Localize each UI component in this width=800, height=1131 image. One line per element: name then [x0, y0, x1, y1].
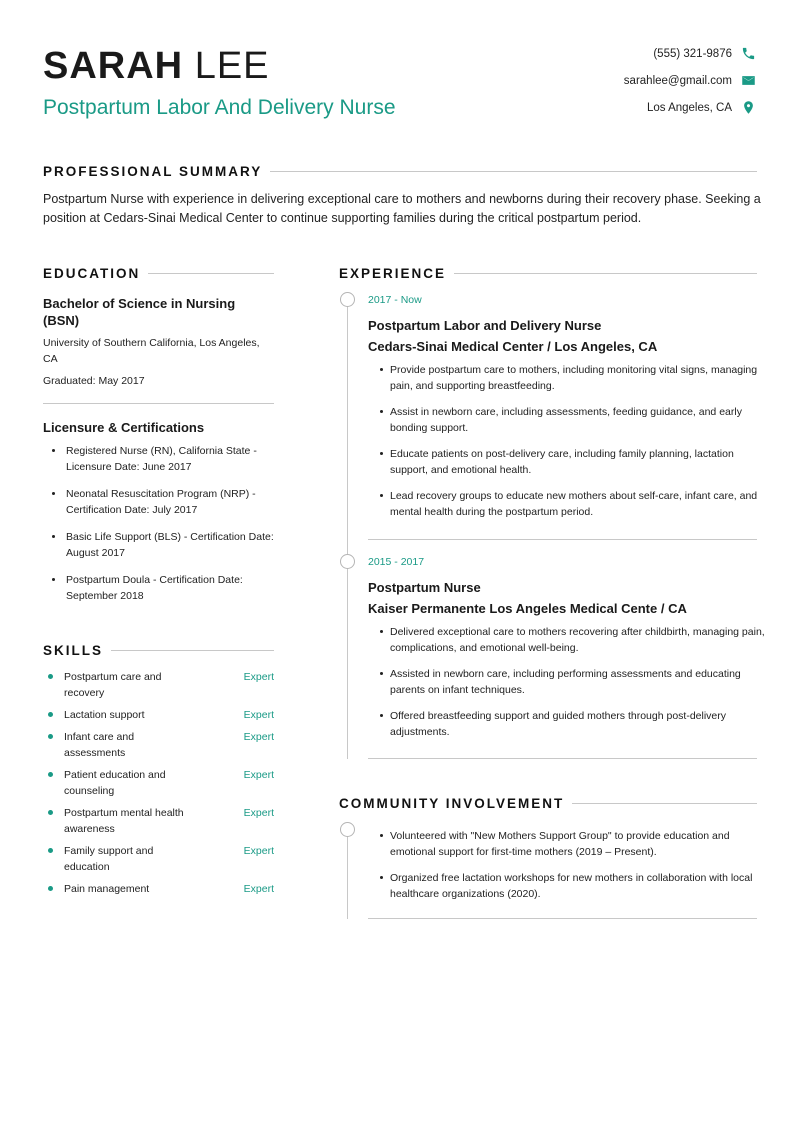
skill-item: [43, 767, 274, 799]
contact-phone: [516, 40, 756, 67]
skill-name: Infant care and assessments: [43, 729, 193, 761]
education-heading-text: EDUCATION: [43, 266, 141, 281]
community-block: [368, 820, 768, 912]
job-bullets: [368, 362, 768, 520]
education-graduated: Graduated: May 2017: [43, 375, 145, 387]
skill-item: [43, 881, 274, 897]
timeline-dot: [340, 554, 355, 569]
email-icon: [740, 73, 756, 89]
skill-item: [43, 843, 274, 875]
skills-list: [43, 669, 274, 897]
experience-timeline-line: [347, 299, 348, 759]
community-divider: [368, 918, 757, 919]
skill-name: Pain management: [43, 881, 193, 897]
timeline-dot: [340, 292, 355, 307]
skill-level: Expert: [243, 671, 274, 683]
job-divider: [368, 539, 757, 540]
skills-heading-rule: [111, 650, 274, 651]
summary-heading: [43, 164, 757, 179]
job-title: Postpartum Labor and Delivery Nurse: [368, 318, 602, 333]
email-text: sarahlee@gmail.com: [623, 74, 732, 87]
community-heading-text: COMMUNITY INVOLVEMENT: [339, 796, 565, 811]
job-title: Postpartum Nurse: [368, 580, 481, 595]
skill-level: Expert: [243, 807, 274, 819]
certifications-list: [43, 443, 274, 604]
skill-item: [43, 805, 274, 837]
contact-block: [516, 40, 756, 121]
community-heading-rule: [572, 803, 757, 804]
job-bullet: Offered breastfeeding support and guided mothers through post-delivery adjustments.: [368, 708, 768, 740]
education-block: [43, 292, 274, 389]
skill-level: Expert: [243, 769, 274, 781]
job-role: Postpartum Labor And Delivery Nurse: [43, 96, 396, 119]
skill-level: Expert: [243, 731, 274, 743]
job-bullets: [368, 624, 768, 740]
certifications-block: [43, 404, 274, 615]
skill-name: Lactation support: [43, 707, 193, 723]
job-bullet: Assist in newborn care, including assessments, feeding guidance, and early bonding support.: [368, 404, 768, 436]
job-organization: Cedars-Sinai Medical Center / Los Angeles, CA: [368, 339, 658, 354]
certifications-title: Licensure & Certifications: [43, 420, 205, 435]
community-timeline-line: [347, 829, 348, 919]
skill-level: Expert: [243, 709, 274, 721]
experience-job: [368, 555, 768, 750]
first-name: SARAH: [43, 45, 184, 87]
phone-icon: [740, 46, 756, 62]
job-bullet: Provide postpartum care to mothers, including monitoring vital signs, managing pain, and supporting breastfeeding.: [368, 362, 768, 394]
community-bullet: Organized free lactation workshops for new mothers in collaboration with local healthcare organizations (2020).: [368, 870, 768, 902]
job-divider: [368, 758, 757, 759]
summary-heading-text: PROFESSIONAL SUMMARY: [43, 164, 263, 179]
certification-item: Neonatal Resuscitation Program (NRP) - Certification Date: July 2017: [43, 486, 274, 518]
job-dates: 2015 - 2017: [368, 556, 425, 568]
job-organization: Kaiser Permanente Los Angeles Medical Cente / CA: [368, 601, 687, 616]
job-bullet: Delivered exceptional care to mothers recovering after childbirth, managing pain, complications, and emotional well-being.: [368, 624, 768, 656]
education-school: University of Southern California, Los Angeles, CA: [43, 337, 260, 365]
job-bullet: Educate patients on post-delivery care, including family planning, lactation support, and emotional health.: [368, 446, 768, 478]
education-heading: [43, 266, 274, 281]
experience-heading: [339, 266, 757, 281]
certification-item: Postpartum Doula - Certification Date: September 2018: [43, 572, 274, 604]
skill-item: [43, 729, 274, 761]
experience-heading-text: EXPERIENCE: [339, 266, 447, 281]
skill-name: Postpartum care and recovery: [43, 669, 193, 701]
candidate-name: [43, 44, 270, 88]
community-heading: [339, 796, 757, 811]
contact-location: [516, 94, 756, 121]
summary-heading-rule: [270, 171, 757, 172]
job-bullet: Lead recovery groups to educate new mothers about self-care, infant care, and mental health during the postpartum period.: [368, 488, 768, 520]
skill-item: [43, 669, 274, 701]
last-name: LEE: [194, 45, 270, 87]
community-bullet: Volunteered with "New Mothers Support Group" to provide education and emotional support for first-time mothers (2019 – Present).: [368, 828, 768, 860]
skill-item: [43, 707, 274, 723]
skill-level: Expert: [243, 845, 274, 857]
experience-heading-rule: [454, 273, 757, 274]
timeline-dot: [340, 822, 355, 837]
skills-heading: [43, 643, 274, 658]
experience-job: [368, 293, 768, 530]
phone-text: (555) 321-9876: [653, 47, 732, 60]
education-degree: Bachelor of Science in Nursing (BSN): [43, 296, 236, 328]
community-bullets: [368, 828, 768, 902]
education-heading-rule: [148, 273, 274, 274]
skill-name: Postpartum mental health awareness: [43, 805, 193, 837]
skill-name: Patient education and counseling: [43, 767, 193, 799]
location-text: Los Angeles, CA: [646, 101, 732, 114]
skills-heading-text: SKILLS: [43, 643, 104, 658]
skills-block: [43, 669, 274, 903]
job-dates: 2017 - Now: [368, 294, 422, 306]
certification-item: Basic Life Support (BLS) - Certification Date: August 2017: [43, 529, 274, 561]
location-pin-icon: [740, 100, 756, 116]
job-bullet: Assisted in newborn care, including performing assessments and educating parents on infant techniques.: [368, 666, 768, 698]
summary-text: Postpartum Nurse with experience in delivering exceptional care to mothers and newborns during their recovery phase. Seeking a position at Cedars-Sinai Medical Center to continue supporting families during the critical postpartum period.: [43, 192, 761, 225]
skill-name: Family support and education: [43, 843, 193, 875]
certification-item: Registered Nurse (RN), California State - Licensure Date: June 2017: [43, 443, 274, 475]
contact-email: [516, 67, 756, 94]
skill-level: Expert: [243, 883, 274, 895]
